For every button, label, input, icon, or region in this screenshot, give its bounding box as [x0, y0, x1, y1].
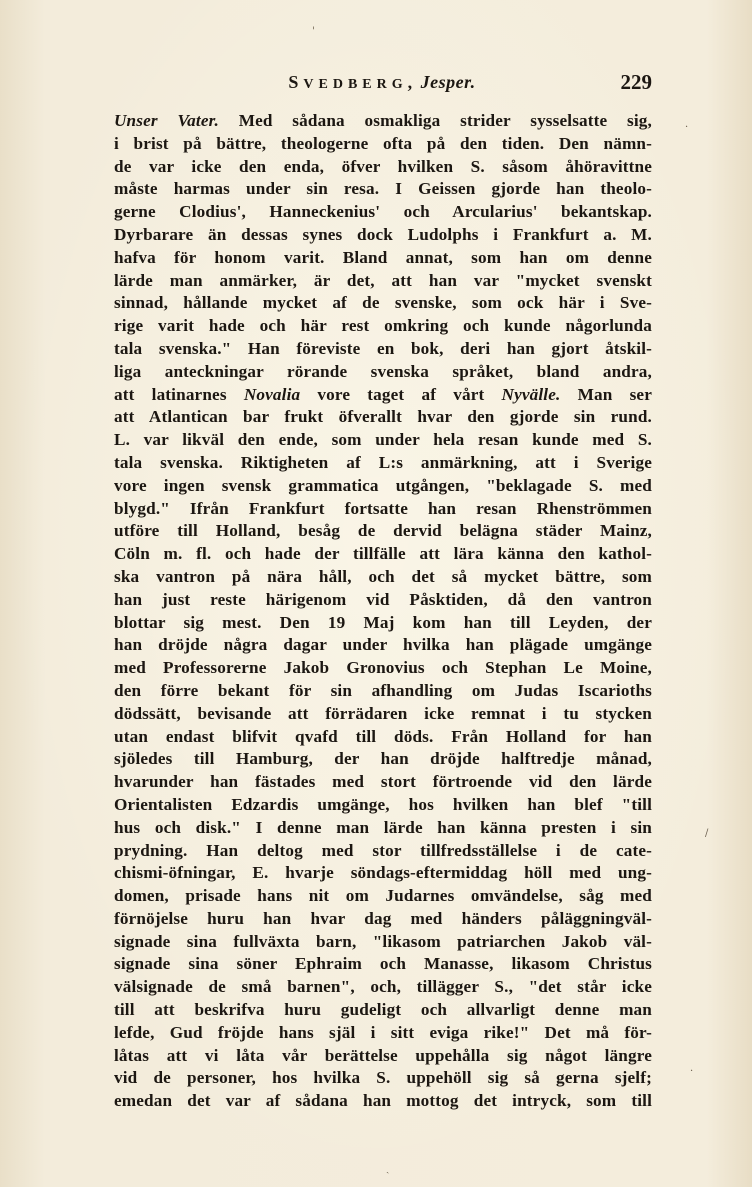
- line-text: liga anteckningar rörande svenska språket, bland andra,: [114, 361, 652, 381]
- line-text: signade sina fullväxta barn, "likasom patriarchen Jakob väl-: [114, 931, 652, 951]
- line-text: Orientalisten Edzardis umgänge, hos hvilken han blef "till: [114, 794, 652, 814]
- italic-term: Nyvälle.: [501, 384, 561, 404]
- line-text: förnöjelse huru han hvar dag med händers påläggningväl-: [114, 908, 652, 928]
- line-text: signade sina söner Ephraim och Manasse, likasom Christus: [114, 954, 652, 974]
- line-text: domen, prisade hans nit om Judarnes omvändelse, såg med: [114, 886, 652, 906]
- line-text: till att beskrifva huru gudeligt och allvarligt denne man: [114, 1000, 652, 1020]
- text-line: [114, 817, 652, 840]
- line-text: lärde man anmärker, är det, att han var "mycket svenskt: [114, 270, 652, 290]
- text-line: [114, 452, 652, 475]
- text-line: [114, 1090, 652, 1113]
- line-text: han dröjde några dagar under hvilka han plägade umgänge: [114, 635, 652, 655]
- text-line: [114, 726, 652, 749]
- line-text: utföre till Holland, besåg de dervid belägna städer Mainz,: [114, 521, 652, 541]
- line-text: de var icke den enda, öfver hvilken S. såsom åhöravittne: [114, 156, 652, 176]
- text-line: [114, 520, 652, 543]
- line-text: ska vantron på nära håll, och det så mycket bättre, som: [114, 566, 652, 586]
- line-text: välsignade de små barnen", och, tillägger S., "det står icke: [114, 977, 652, 997]
- text-line: [114, 885, 652, 908]
- text-line: [114, 475, 652, 498]
- line-text: hus och disk." I denne man lärde han känna presten i sin: [114, 817, 652, 837]
- text-line: [114, 543, 652, 566]
- text-line: [114, 338, 652, 361]
- text-line: [114, 315, 652, 338]
- line-text: hvarunder han fästades med stort förtroende vid den lärde: [114, 772, 652, 792]
- line-text: den förre bekant för sin afhandling om Judas Iscarioths: [114, 680, 652, 700]
- text-line: [114, 1045, 652, 1068]
- text-line: [114, 201, 652, 224]
- decorative-speck: ': [312, 26, 315, 37]
- text-line: [114, 748, 652, 771]
- line-text: måste harmas under sin resa. I Geissen gjorde han theolo-: [114, 179, 652, 199]
- line-text: vid de personer, hos hvilka S. uppehöll sig så gerna sjelf;: [114, 1068, 652, 1088]
- text-line: [114, 566, 652, 589]
- text-line: [114, 908, 652, 931]
- line-text: emedan det var af sådana han mottog det intryck, som till: [114, 1091, 652, 1111]
- decorative-speck: /: [705, 828, 709, 839]
- body-text: [114, 110, 652, 1113]
- line-text: vore ingen svensk grammatica utgången, "beklagade S. med: [114, 475, 652, 495]
- text-line: [114, 429, 652, 452]
- running-head-surname: VEDBERG: [303, 77, 408, 92]
- line-text: L. var likväl den ende, som under hela resan kunde med S.: [114, 430, 652, 450]
- text-line: [114, 361, 652, 384]
- text-line: [114, 612, 652, 635]
- text-line: [114, 247, 652, 270]
- text-line: [114, 999, 652, 1022]
- text-line: [114, 178, 652, 201]
- text-line: [114, 224, 652, 247]
- text-line: [114, 634, 652, 657]
- line-text: lefde, Gud fröjde hans själ i sitt eviga rike!" Det må för-: [114, 1022, 652, 1042]
- text-line: [114, 270, 652, 293]
- text-line: [114, 1022, 652, 1045]
- line-text: hafva för honom varit. Bland annat, som han om denne: [114, 247, 652, 267]
- italic-term: Novalia: [243, 384, 301, 404]
- text-line: [114, 794, 652, 817]
- text-line: [114, 292, 652, 315]
- running-head: [112, 72, 652, 93]
- decorative-speck: ˏ: [386, 1163, 390, 1174]
- text-line: [114, 589, 652, 612]
- text-line: [114, 406, 652, 429]
- text-line: [114, 1067, 652, 1090]
- line-text: dödssätt, bevisande att förrädaren icke remnat i tu stycken: [114, 703, 652, 723]
- running-head-separator: ,: [407, 72, 421, 92]
- line-text: chismi-öfningar, E. hvarje söndags-eftermiddag höll med ung-: [114, 863, 652, 883]
- text-line: [114, 156, 652, 179]
- line-text: tala svenska. Riktigheten af L:s anmärkning, att i Sverige: [114, 452, 652, 472]
- line-text: Cöln m. fl. och hade der tillfälle att lära känna den kathol-: [114, 544, 652, 564]
- line-text: han just reste härigenom vid Påsktiden, då den vantron: [114, 589, 652, 609]
- text-line: [114, 657, 652, 680]
- decorative-speck: ·: [685, 122, 689, 133]
- line-text: tala svenska." Han föreviste en bok, deri han gjort åtskil-: [114, 338, 652, 358]
- text-line: [114, 840, 652, 863]
- line-text: i brist på bättre, theologerne ofta på den tiden. Den nämn-: [114, 133, 652, 153]
- text-line: [114, 953, 652, 976]
- text-line: [114, 498, 652, 521]
- running-head-given-name: Jesper.: [420, 72, 476, 92]
- text-line: [114, 931, 652, 954]
- line-text: Man ser: [560, 384, 652, 404]
- line-text: blottar sig mest. Den 19 Maj kom han till Leyden, der: [114, 612, 652, 632]
- text-line: [114, 110, 652, 133]
- text-line: [114, 384, 652, 407]
- text-line: [114, 771, 652, 794]
- line-text: blygd." Ifrån Frankfurt fortsatte han resan Rhenströmmen: [114, 498, 652, 518]
- text-line: [114, 703, 652, 726]
- line-text: prydning. Han deltog med stor tillfredsställelse i de cate-: [114, 840, 652, 860]
- page-number: 229: [620, 70, 652, 94]
- line-text: vore taget af vårt: [300, 384, 502, 404]
- decorative-speck: ·: [690, 1066, 694, 1077]
- line-text: att Atlantican bar frukt öfverallt hvar den gjorde sin rund.: [114, 407, 652, 427]
- line-text: låtas att vi låta vår berättelse uppehålla sig något längre: [114, 1045, 652, 1065]
- text-line: [114, 680, 652, 703]
- italic-term: Unser Vater.: [114, 111, 219, 130]
- line-text: utan endast blifvit qvafd till döds. Från Holland for han: [114, 726, 652, 746]
- line-text: sjöledes till Hamburg, der han dröjde halftredje månad,: [114, 749, 652, 769]
- line-text: med Professorerne Jakob Gronovius och Stephan Le Moine,: [114, 658, 652, 678]
- line-text: gerne Clodius', Hanneckenius' och Arcularius' bekantskap.: [114, 202, 652, 222]
- page-header: [112, 70, 652, 100]
- line-text: att latinarnes: [114, 384, 244, 404]
- line-text: Med sådana osmakliga strider sysselsatte sig,: [218, 111, 652, 130]
- line-text: rige varit hade och här rest omkring och kunde någorlunda: [114, 316, 652, 336]
- text-line: [114, 976, 652, 999]
- line-text: sinnad, hållande mycket af de svenske, som ock här i Sve-: [114, 293, 652, 313]
- text-line: [114, 133, 652, 156]
- text-line: [114, 862, 652, 885]
- running-head-initial: S: [288, 72, 304, 92]
- line-text: Dyrbarare än dessas synes dock Ludolphs i Frankfurt a. M.: [114, 224, 652, 244]
